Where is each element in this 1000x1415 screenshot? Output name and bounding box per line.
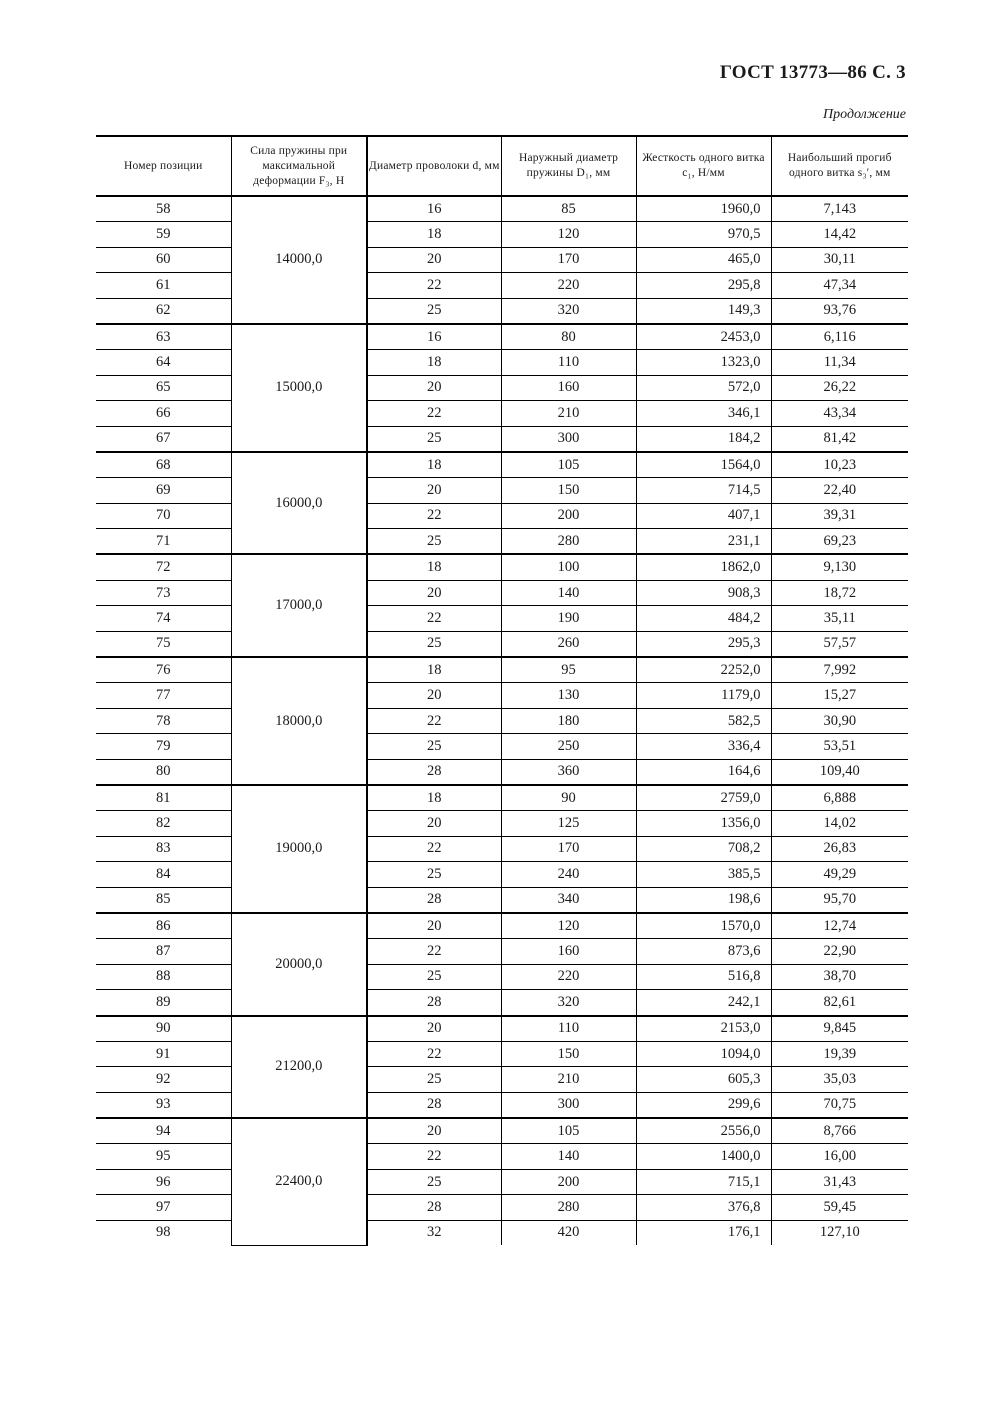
position-cell: 61 bbox=[96, 273, 231, 298]
max-deflection-cell: 57,57 bbox=[771, 631, 908, 657]
table-row bbox=[96, 862, 908, 887]
outer-diameter-cell: 90 bbox=[501, 785, 636, 811]
position-cell: 73 bbox=[96, 580, 231, 605]
wire-diameter-cell: 20 bbox=[367, 580, 501, 605]
outer-diameter-cell: 260 bbox=[501, 631, 636, 657]
wire-diameter-cell: 20 bbox=[367, 478, 501, 503]
max-deflection-cell: 30,90 bbox=[771, 708, 908, 733]
max-deflection-cell: 82,61 bbox=[771, 990, 908, 1016]
wire-diameter-cell: 25 bbox=[367, 426, 501, 452]
spring-spec-table bbox=[96, 135, 908, 1246]
coil-stiffness-cell: 715,1 bbox=[636, 1169, 771, 1194]
wire-diameter-cell: 18 bbox=[367, 657, 501, 683]
position-cell: 96 bbox=[96, 1169, 231, 1194]
position-cell: 87 bbox=[96, 939, 231, 964]
column-header-wire-diameter: Диаметр проволоки d, мм bbox=[367, 136, 501, 196]
max-deflection-cell: 22,40 bbox=[771, 478, 908, 503]
force-cell: 19000,0 bbox=[231, 785, 367, 913]
position-cell: 90 bbox=[96, 1016, 231, 1042]
table-row bbox=[96, 222, 908, 247]
max-deflection-cell: 22,90 bbox=[771, 939, 908, 964]
outer-diameter-cell: 105 bbox=[501, 1118, 636, 1144]
position-cell: 62 bbox=[96, 298, 231, 324]
position-cell: 81 bbox=[96, 785, 231, 811]
column-header-max-deflection: Наибольший прогиб одного витка s₃′, мм bbox=[771, 136, 908, 196]
coil-stiffness-cell: 516,8 bbox=[636, 964, 771, 989]
outer-diameter-cell: 240 bbox=[501, 862, 636, 887]
table-row bbox=[96, 759, 908, 785]
position-cell: 83 bbox=[96, 836, 231, 861]
position-cell: 77 bbox=[96, 683, 231, 708]
table-row bbox=[96, 298, 908, 324]
wire-diameter-cell: 25 bbox=[367, 964, 501, 989]
table-row bbox=[96, 1118, 908, 1144]
column-header-position: Номер позиции bbox=[96, 136, 231, 196]
coil-stiffness-cell: 2556,0 bbox=[636, 1118, 771, 1144]
wire-diameter-cell: 25 bbox=[367, 734, 501, 759]
max-deflection-cell: 19,39 bbox=[771, 1041, 908, 1066]
outer-diameter-cell: 200 bbox=[501, 503, 636, 528]
table-row bbox=[96, 708, 908, 733]
table-row bbox=[96, 554, 908, 580]
coil-stiffness-cell: 198,6 bbox=[636, 887, 771, 913]
wire-diameter-cell: 18 bbox=[367, 350, 501, 375]
table-row bbox=[96, 836, 908, 861]
table-row bbox=[96, 1220, 908, 1245]
wire-diameter-cell: 25 bbox=[367, 298, 501, 324]
coil-stiffness-cell: 582,5 bbox=[636, 708, 771, 733]
max-deflection-cell: 14,42 bbox=[771, 222, 908, 247]
outer-diameter-cell: 300 bbox=[501, 426, 636, 452]
wire-diameter-cell: 22 bbox=[367, 606, 501, 631]
position-cell: 65 bbox=[96, 375, 231, 400]
max-deflection-cell: 11,34 bbox=[771, 350, 908, 375]
table-row bbox=[96, 657, 908, 683]
coil-stiffness-cell: 336,4 bbox=[636, 734, 771, 759]
coil-stiffness-cell: 407,1 bbox=[636, 503, 771, 528]
max-deflection-cell: 35,11 bbox=[771, 606, 908, 631]
outer-diameter-cell: 110 bbox=[501, 1016, 636, 1042]
coil-stiffness-cell: 1564,0 bbox=[636, 452, 771, 478]
outer-diameter-cell: 120 bbox=[501, 913, 636, 939]
outer-diameter-cell: 210 bbox=[501, 1067, 636, 1092]
max-deflection-cell: 47,34 bbox=[771, 273, 908, 298]
position-cell: 58 bbox=[96, 196, 231, 222]
table-row bbox=[96, 1169, 908, 1194]
table-row bbox=[96, 683, 908, 708]
wire-diameter-cell: 20 bbox=[367, 1016, 501, 1042]
wire-diameter-cell: 18 bbox=[367, 222, 501, 247]
coil-stiffness-cell: 1323,0 bbox=[636, 350, 771, 375]
coil-stiffness-cell: 231,1 bbox=[636, 529, 771, 555]
force-cell: 14000,0 bbox=[231, 196, 367, 324]
table-row bbox=[96, 990, 908, 1016]
wire-diameter-cell: 22 bbox=[367, 273, 501, 298]
max-deflection-cell: 43,34 bbox=[771, 401, 908, 426]
outer-diameter-cell: 320 bbox=[501, 298, 636, 324]
table-row bbox=[96, 631, 908, 657]
coil-stiffness-cell: 970,5 bbox=[636, 222, 771, 247]
coil-stiffness-cell: 1179,0 bbox=[636, 683, 771, 708]
force-cell: 16000,0 bbox=[231, 452, 367, 555]
coil-stiffness-cell: 295,8 bbox=[636, 273, 771, 298]
position-cell: 89 bbox=[96, 990, 231, 1016]
table-row bbox=[96, 478, 908, 503]
max-deflection-cell: 127,10 bbox=[819, 1224, 860, 1241]
table-row bbox=[96, 811, 908, 836]
outer-diameter-cell: 340 bbox=[501, 887, 636, 913]
wire-diameter-cell: 25 bbox=[367, 1169, 501, 1194]
table-row bbox=[96, 785, 908, 811]
outer-diameter-cell: 280 bbox=[501, 1195, 636, 1220]
table-body bbox=[96, 196, 908, 1245]
position-cell: 71 bbox=[96, 529, 231, 555]
table-header-row bbox=[96, 136, 908, 196]
wire-diameter-cell: 22 bbox=[367, 708, 501, 733]
outer-diameter-cell: 220 bbox=[501, 273, 636, 298]
max-deflection-cell: 26,22 bbox=[771, 375, 908, 400]
coil-stiffness-cell: 714,5 bbox=[636, 478, 771, 503]
max-deflection-cell: 18,72 bbox=[771, 580, 908, 605]
position-cell: 98 bbox=[96, 1220, 231, 1245]
position-cell: 70 bbox=[96, 503, 231, 528]
wire-diameter-cell: 20 bbox=[367, 913, 501, 939]
coil-stiffness-cell: 2252,0 bbox=[636, 657, 771, 683]
outer-diameter-cell: 105 bbox=[501, 452, 636, 478]
coil-stiffness-cell: 2153,0 bbox=[636, 1016, 771, 1042]
max-deflection-cell: 9,845 bbox=[771, 1016, 908, 1042]
max-deflection-cell: 49,29 bbox=[771, 862, 908, 887]
table-row bbox=[96, 964, 908, 989]
position-cell: 78 bbox=[96, 708, 231, 733]
wire-diameter-cell: 22 bbox=[367, 1041, 501, 1066]
position-cell: 97 bbox=[96, 1195, 231, 1220]
outer-diameter-cell: 190 bbox=[501, 606, 636, 631]
coil-stiffness-cell: 605,3 bbox=[636, 1067, 771, 1092]
outer-diameter-cell: 210 bbox=[501, 401, 636, 426]
max-deflection-cell: 109,40 bbox=[771, 759, 908, 785]
table-row bbox=[96, 196, 908, 222]
position-cell: 91 bbox=[96, 1041, 231, 1066]
max-deflection-cell: 10,23 bbox=[771, 452, 908, 478]
position-cell: 84 bbox=[96, 862, 231, 887]
coil-stiffness-cell: 1400,0 bbox=[636, 1144, 771, 1169]
max-deflection-cell: 15,27 bbox=[771, 683, 908, 708]
position-cell: 66 bbox=[96, 401, 231, 426]
table-row bbox=[96, 1195, 908, 1220]
table-row bbox=[96, 273, 908, 298]
table-row bbox=[96, 939, 908, 964]
table-row bbox=[96, 529, 908, 555]
position-cell: 76 bbox=[96, 657, 231, 683]
wire-diameter-cell: 20 bbox=[367, 1118, 501, 1144]
position-cell: 92 bbox=[96, 1067, 231, 1092]
outer-diameter-cell: 140 bbox=[501, 580, 636, 605]
position-cell: 63 bbox=[96, 324, 231, 350]
position-cell: 80 bbox=[96, 759, 231, 785]
wire-diameter-cell: 18 bbox=[367, 785, 501, 811]
outer-diameter-cell: 150 bbox=[501, 1041, 636, 1066]
coil-stiffness-cell: 184,2 bbox=[636, 426, 771, 452]
outer-diameter-cell: 160 bbox=[501, 939, 636, 964]
max-deflection-cell: 31,43 bbox=[771, 1169, 908, 1194]
wire-diameter-cell: 28 bbox=[367, 990, 501, 1016]
max-deflection-cell: 6,888 bbox=[771, 785, 908, 811]
coil-stiffness-cell: 1570,0 bbox=[636, 913, 771, 939]
coil-stiffness-cell: 385,5 bbox=[636, 862, 771, 887]
outer-diameter-cell: 180 bbox=[501, 708, 636, 733]
position-cell: 86 bbox=[96, 913, 231, 939]
max-deflection-cell: 53,51 bbox=[771, 734, 908, 759]
force-cell: 18000,0 bbox=[231, 657, 367, 785]
outer-diameter-cell: 300 bbox=[501, 1092, 636, 1118]
max-deflection-cell: 14,02 bbox=[771, 811, 908, 836]
max-deflection-cell: 81,42 bbox=[771, 426, 908, 452]
position-cell: 93 bbox=[96, 1092, 231, 1118]
coil-stiffness-cell: 164,6 bbox=[636, 759, 771, 785]
outer-diameter-cell: 220 bbox=[501, 964, 636, 989]
table-row bbox=[96, 375, 908, 400]
coil-stiffness-cell: 149,3 bbox=[636, 298, 771, 324]
max-deflection-cell: 12,74 bbox=[771, 913, 908, 939]
continuation-label: Продолжение bbox=[823, 107, 906, 122]
position-cell: 72 bbox=[96, 554, 231, 580]
coil-stiffness-cell: 376,8 bbox=[636, 1195, 771, 1220]
coil-stiffness-cell: 1960,0 bbox=[636, 196, 771, 222]
coil-stiffness-cell: 299,6 bbox=[636, 1092, 771, 1118]
column-header-coil-stiffness: Жесткость одного витка c₁, Н/мм bbox=[636, 136, 771, 196]
force-cell: 20000,0 bbox=[231, 913, 367, 1016]
coil-stiffness-cell: 873,6 bbox=[636, 939, 771, 964]
wire-diameter-cell: 20 bbox=[367, 375, 501, 400]
position-cell: 64 bbox=[96, 350, 231, 375]
wire-diameter-cell: 20 bbox=[367, 247, 501, 272]
max-deflection-cell: 93,76 bbox=[771, 298, 908, 324]
wire-diameter-cell: 28 bbox=[367, 887, 501, 913]
max-deflection-cell: 26,83 bbox=[771, 836, 908, 861]
outer-diameter-cell: 320 bbox=[501, 990, 636, 1016]
max-deflection-cell: 39,31 bbox=[771, 503, 908, 528]
table-row bbox=[96, 887, 908, 913]
wire-diameter-cell: 16 bbox=[367, 324, 501, 350]
wire-diameter-cell: 18 bbox=[367, 554, 501, 580]
wire-diameter-cell: 25 bbox=[367, 862, 501, 887]
outer-diameter-cell: 80 bbox=[501, 324, 636, 350]
table-row bbox=[96, 350, 908, 375]
wire-diameter-cell: 25 bbox=[367, 1067, 501, 1092]
table-row bbox=[96, 247, 908, 272]
wire-diameter-cell: 25 bbox=[367, 529, 501, 555]
coil-stiffness-cell: 708,2 bbox=[636, 836, 771, 861]
force-cell: 21200,0 bbox=[231, 1016, 367, 1119]
coil-stiffness-cell: 1356,0 bbox=[636, 811, 771, 836]
outer-diameter-cell: 140 bbox=[501, 1144, 636, 1169]
force-cell: 15000,0 bbox=[231, 324, 367, 452]
outer-diameter-cell: 150 bbox=[501, 478, 636, 503]
max-deflection-cell: 95,70 bbox=[771, 887, 908, 913]
max-deflection-cell: 6,116 bbox=[771, 324, 908, 350]
outer-diameter-cell: 100 bbox=[501, 554, 636, 580]
wire-diameter-cell: 28 bbox=[367, 759, 501, 785]
document-header: ГОСТ 13773—86 С. 3 bbox=[719, 62, 906, 83]
max-deflection-cell: 7,143 bbox=[771, 196, 908, 222]
outer-diameter-cell: 85 bbox=[501, 196, 636, 222]
table-row bbox=[96, 452, 908, 478]
wire-diameter-cell: 20 bbox=[367, 683, 501, 708]
coil-stiffness-cell: 2759,0 bbox=[636, 785, 771, 811]
column-header-outer-diameter: Наружный диаметр пружины D₁, мм bbox=[501, 136, 636, 196]
position-cell: 88 bbox=[96, 964, 231, 989]
column-header-force: Сила пружины при максимальной деформации F₃, Н bbox=[231, 136, 367, 196]
max-deflection-cell: 70,75 bbox=[771, 1092, 908, 1118]
wire-diameter-cell: 22 bbox=[367, 836, 501, 861]
position-cell: 94 bbox=[96, 1118, 231, 1144]
position-cell: 75 bbox=[96, 631, 231, 657]
outer-diameter-cell: 110 bbox=[501, 350, 636, 375]
position-cell: 95 bbox=[96, 1144, 231, 1169]
position-cell: 69 bbox=[96, 478, 231, 503]
table-row bbox=[96, 606, 908, 631]
force-cell: 17000,0 bbox=[231, 554, 367, 657]
wire-diameter-cell: 22 bbox=[367, 939, 501, 964]
wire-diameter-cell: 16 bbox=[367, 196, 501, 222]
outer-diameter-cell: 125 bbox=[501, 811, 636, 836]
wire-diameter-cell: 22 bbox=[367, 401, 501, 426]
wire-diameter-cell: 20 bbox=[367, 811, 501, 836]
position-cell: 68 bbox=[96, 452, 231, 478]
outer-diameter-cell: 360 bbox=[501, 759, 636, 785]
outer-diameter-cell: 160 bbox=[501, 375, 636, 400]
coil-stiffness-cell: 465,0 bbox=[636, 247, 771, 272]
max-deflection-cell: 69,23 bbox=[771, 529, 908, 555]
position-cell: 59 bbox=[96, 222, 231, 247]
position-cell: 79 bbox=[96, 734, 231, 759]
table-row bbox=[96, 503, 908, 528]
table-row bbox=[96, 1041, 908, 1066]
max-deflection-cell: 38,70 bbox=[771, 964, 908, 989]
coil-stiffness-cell: 242,1 bbox=[636, 990, 771, 1016]
outer-diameter-cell: 130 bbox=[501, 683, 636, 708]
outer-diameter-cell: 120 bbox=[501, 222, 636, 247]
coil-stiffness-cell: 2453,0 bbox=[636, 324, 771, 350]
outer-diameter-cell: 95 bbox=[501, 657, 636, 683]
wire-diameter-cell: 22 bbox=[367, 503, 501, 528]
max-deflection-cell: 8,766 bbox=[771, 1118, 908, 1144]
coil-stiffness-cell: 572,0 bbox=[636, 375, 771, 400]
coil-stiffness-cell: 176,1 bbox=[636, 1220, 771, 1245]
position-cell: 82 bbox=[96, 811, 231, 836]
outer-diameter-cell: 170 bbox=[501, 247, 636, 272]
wire-diameter-cell: 22 bbox=[367, 1144, 501, 1169]
max-deflection-cell: 30,11 bbox=[771, 247, 908, 272]
table-row bbox=[96, 1144, 908, 1169]
coil-stiffness-cell: 484,2 bbox=[636, 606, 771, 631]
wire-diameter-cell: 28 bbox=[367, 1092, 501, 1118]
table-row bbox=[96, 426, 908, 452]
max-deflection-cell: 7,992 bbox=[771, 657, 908, 683]
outer-diameter-cell: 250 bbox=[501, 734, 636, 759]
coil-stiffness-cell: 346,1 bbox=[636, 401, 771, 426]
position-cell: 85 bbox=[96, 887, 231, 913]
table-row bbox=[96, 1016, 908, 1042]
wire-diameter-cell: 32 bbox=[367, 1220, 501, 1245]
coil-stiffness-cell: 1862,0 bbox=[636, 554, 771, 580]
outer-diameter-cell: 280 bbox=[501, 529, 636, 555]
position-cell: 67 bbox=[96, 426, 231, 452]
table-row bbox=[96, 913, 908, 939]
position-cell: 60 bbox=[96, 247, 231, 272]
table-row bbox=[96, 734, 908, 759]
table-row bbox=[96, 1092, 908, 1118]
max-deflection-cell: 35,03 bbox=[771, 1067, 908, 1092]
wire-diameter-cell: 25 bbox=[367, 631, 501, 657]
outer-diameter-cell: 170 bbox=[501, 836, 636, 861]
table-row bbox=[96, 401, 908, 426]
coil-stiffness-cell: 908,3 bbox=[636, 580, 771, 605]
wire-diameter-cell: 28 bbox=[367, 1195, 501, 1220]
position-cell: 74 bbox=[96, 606, 231, 631]
coil-stiffness-cell: 1094,0 bbox=[636, 1041, 771, 1066]
force-cell: 22400,0 bbox=[231, 1118, 367, 1245]
table-row bbox=[96, 580, 908, 605]
wire-diameter-cell: 18 bbox=[367, 452, 501, 478]
max-deflection-cell: 9,130 bbox=[771, 554, 908, 580]
max-deflection-cell: 59,45 bbox=[771, 1195, 908, 1220]
outer-diameter-cell: 420 bbox=[501, 1220, 636, 1245]
outer-diameter-cell: 200 bbox=[501, 1169, 636, 1194]
table-row bbox=[96, 1067, 908, 1092]
coil-stiffness-cell: 295,3 bbox=[636, 631, 771, 657]
table-row bbox=[96, 324, 908, 350]
max-deflection-cell: 16,00 bbox=[771, 1144, 908, 1169]
